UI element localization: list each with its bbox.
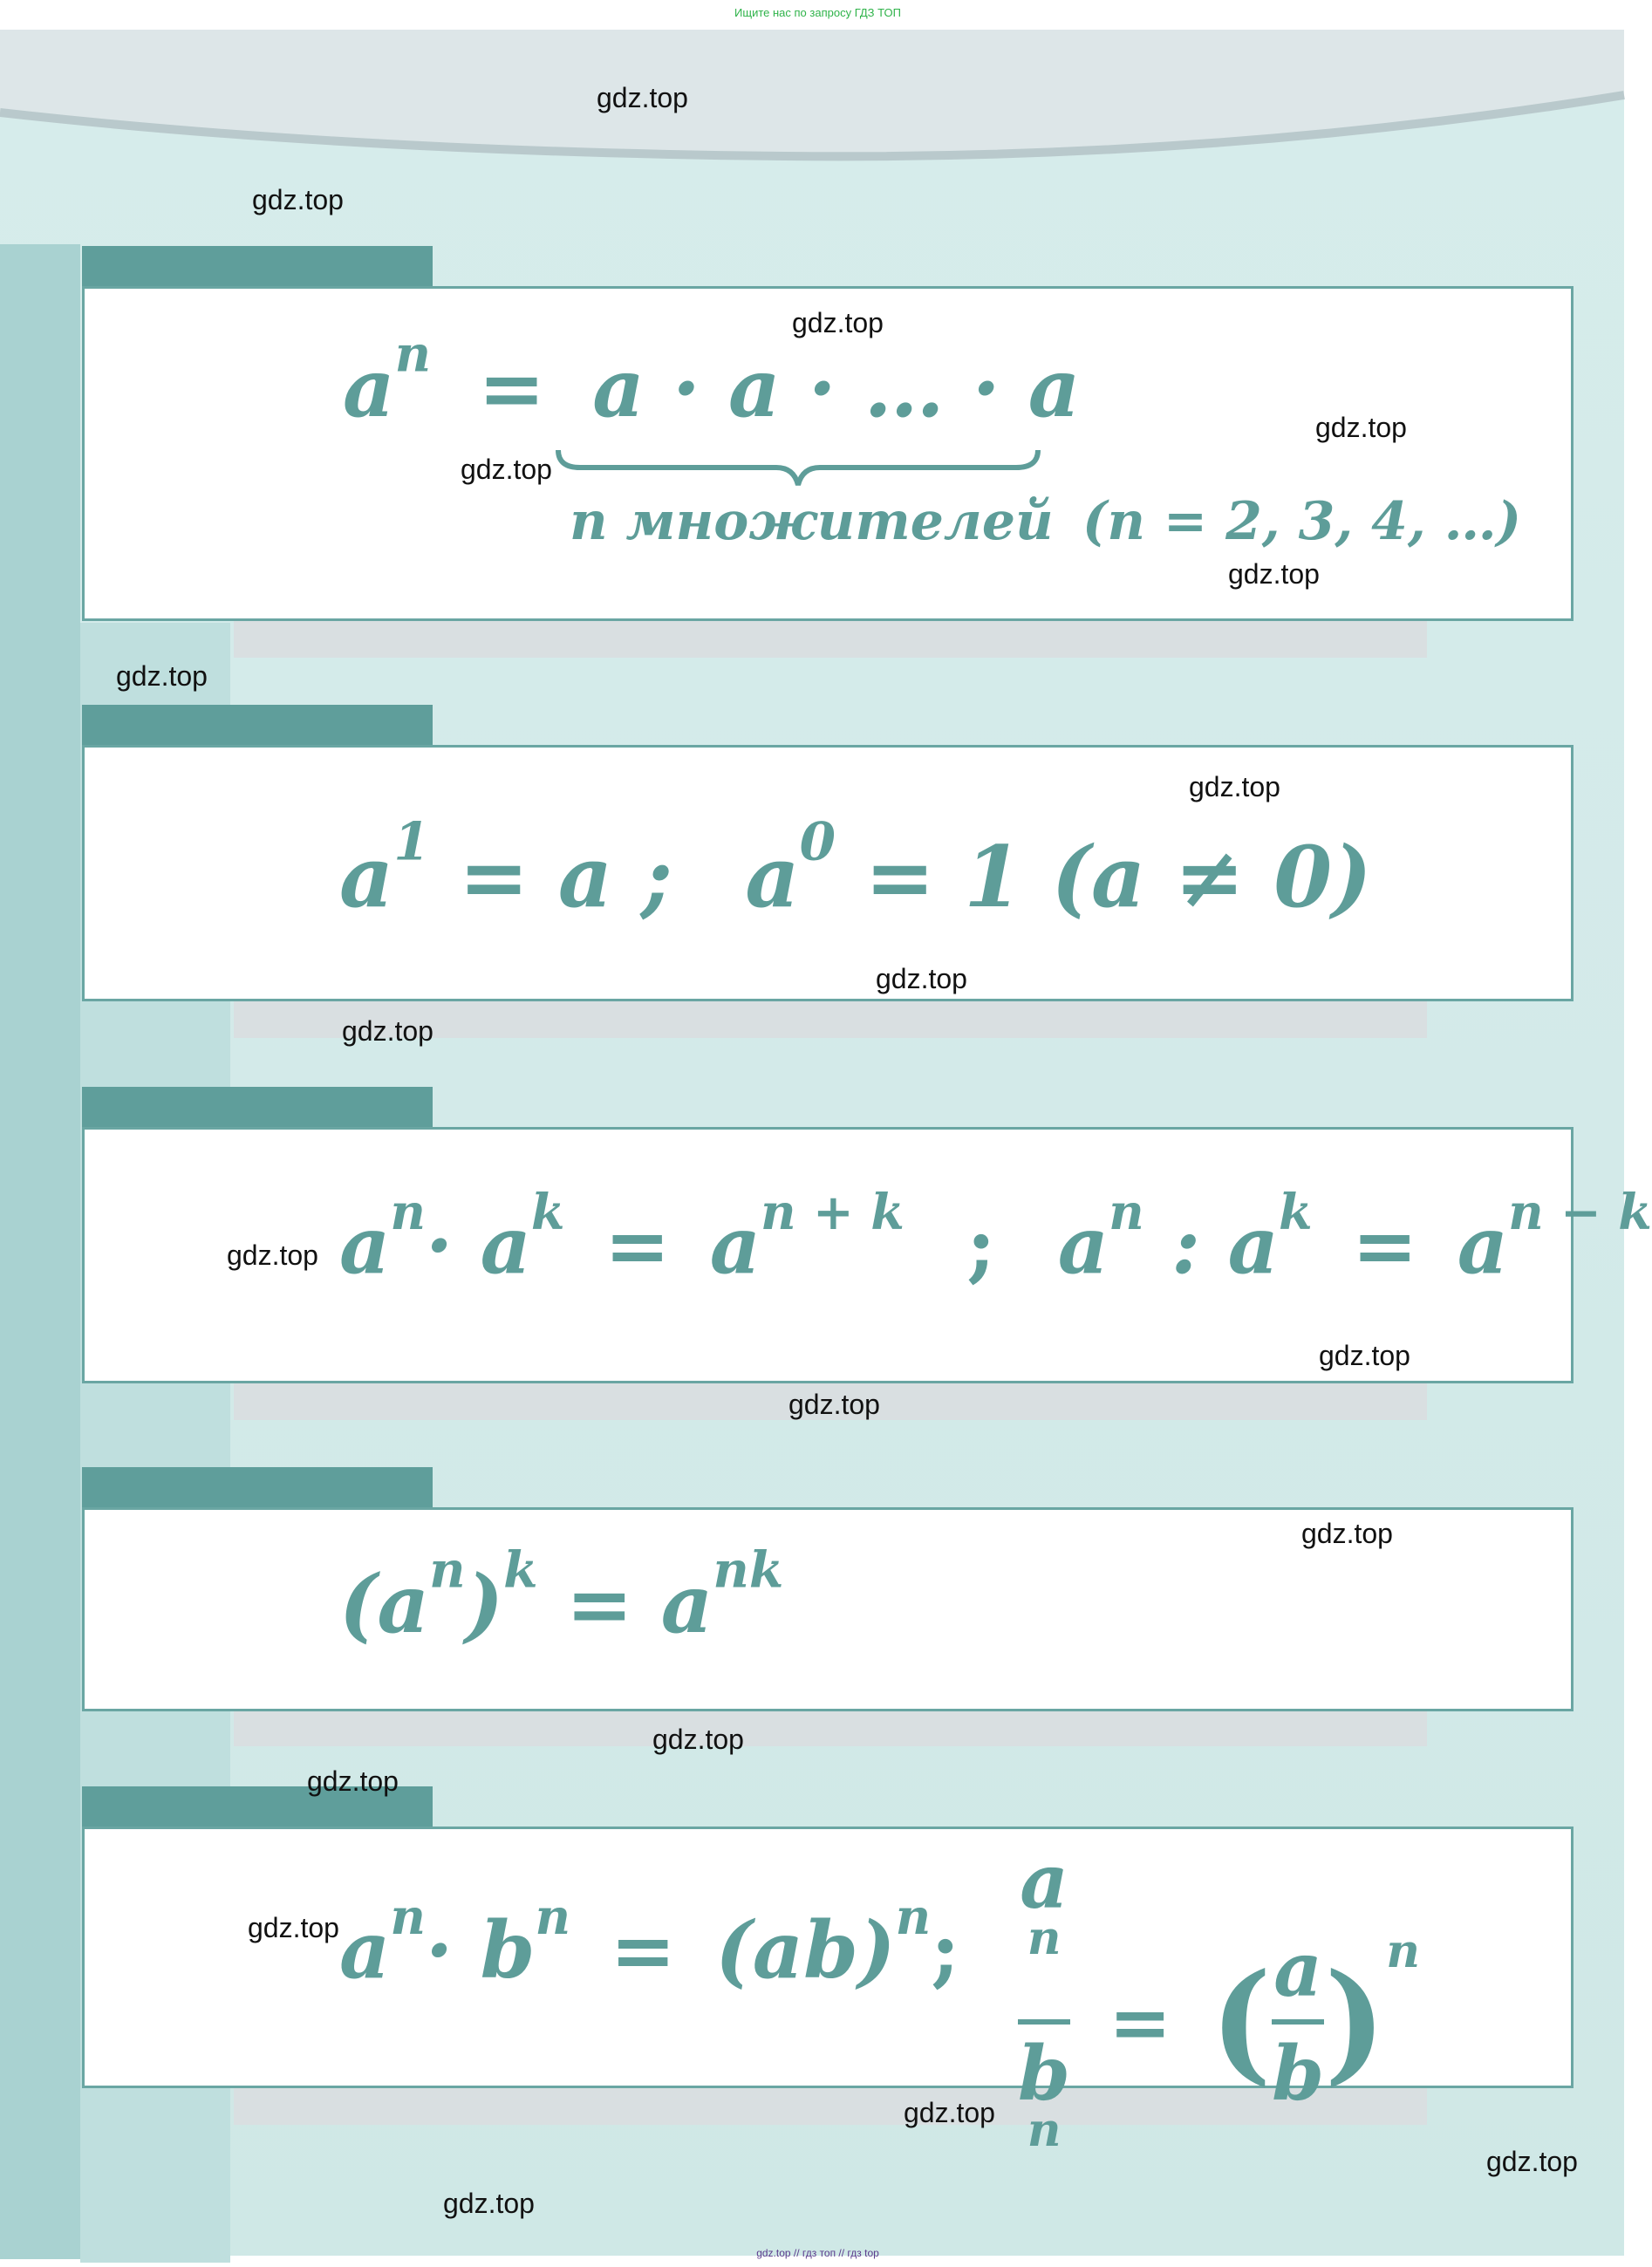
box-tab — [82, 705, 433, 748]
left-decor-strip — [0, 244, 80, 2259]
watermark: gdz.top — [1319, 1340, 1410, 1371]
underbrace — [554, 446, 1042, 489]
fraction-power-formula: a $^n$ b $^n$ = ( a b )$^n$ — [1018, 1838, 1420, 2206]
formula-box-zero-one-power — [82, 745, 1573, 1001]
watermark: gdz.top — [1189, 771, 1280, 802]
underbrace-label: n множителей — [570, 491, 1054, 552]
box-tab — [82, 246, 433, 290]
zero-one-power-formula: $a^1 = a$ ; $a^0 = 1$ (a ≠ 0) — [339, 811, 1372, 926]
watermark: gdz.top — [227, 1239, 318, 1271]
power-definition-formula: $a^n = a \cdot a$ · … · a — [343, 324, 1081, 435]
watermark: gdz.top — [597, 82, 688, 113]
watermark: gdz.top — [443, 2188, 535, 2219]
watermark: gdz.top — [1315, 412, 1407, 443]
watermark: gdz.top — [1228, 558, 1320, 590]
watermark: gdz.top — [116, 660, 208, 692]
watermark: gdz.top — [904, 2097, 995, 2128]
bottom-banner: gdz.top // гдз топ // гдз top — [756, 2247, 879, 2259]
box-shadow — [234, 1708, 1427, 1746]
top-banner: Ищите нас по запросу ГДЗ ТОП — [734, 6, 901, 19]
watermark: gdz.top — [1301, 1518, 1393, 1549]
page-top-wave — [0, 30, 1624, 160]
fraction-rhs: a b — [1272, 1926, 1325, 2118]
box-shadow — [234, 619, 1427, 658]
watermark: gdz.top — [248, 1912, 339, 1943]
watermark: gdz.top — [788, 1389, 880, 1420]
box-tab — [82, 1467, 433, 1511]
watermark: gdz.top — [876, 963, 967, 994]
watermark: gdz.top — [792, 307, 884, 338]
watermark: gdz.top — [307, 1765, 399, 1797]
watermark: gdz.top — [1486, 2146, 1578, 2177]
product-power-formula: $a^n\cdot b^n = (ab)^n$; — [339, 1888, 960, 1997]
product-quotient-formula: $a^n\cdot a^k = a^{n + k}$ ; $a^n$ : $a^k = a^{n - k}$ — [339, 1184, 1652, 1292]
fraction-lhs: a $^n$ b $^n$ — [1018, 1838, 1071, 2158]
watermark: gdz.top — [461, 454, 552, 485]
power-of-power-formula: $(a^n)^k = a^{nk}$ — [339, 1540, 784, 1651]
box-tab — [82, 1087, 433, 1130]
watermark: gdz.top — [252, 184, 344, 215]
textbook-page — [0, 30, 1652, 2256]
exponent-condition: (n = 2, 3, 4, …) — [1082, 491, 1522, 552]
watermark: gdz.top — [342, 1015, 433, 1047]
watermark: gdz.top — [652, 1724, 744, 1755]
